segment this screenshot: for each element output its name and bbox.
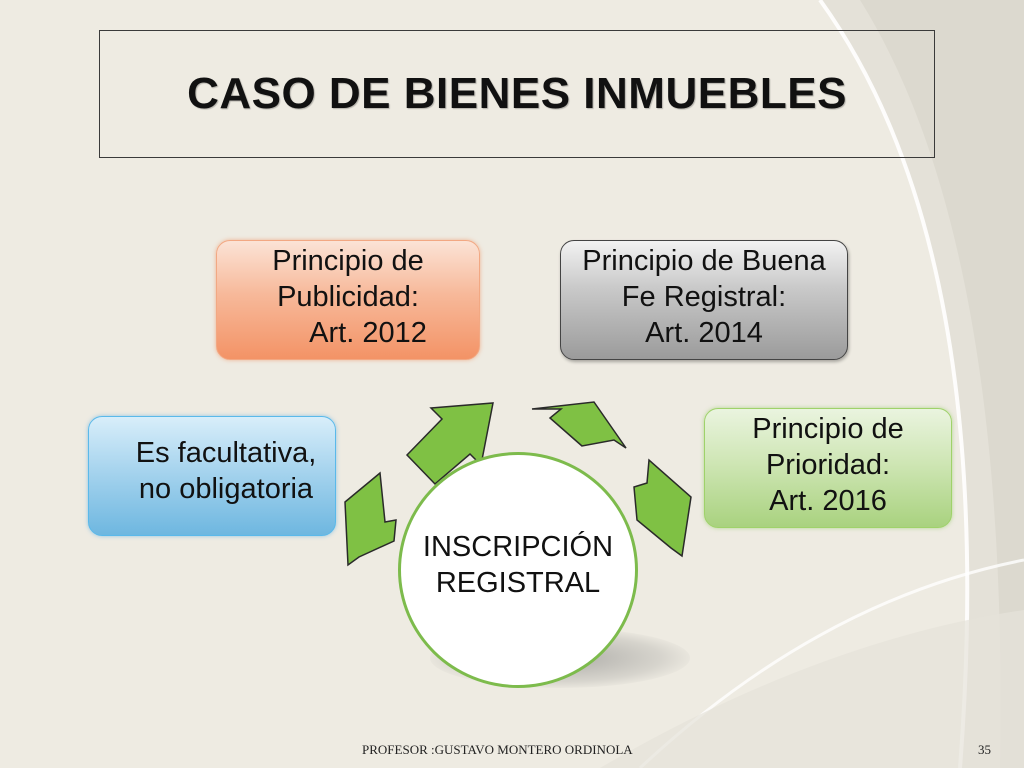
node-principio-publicidad <box>216 240 480 360</box>
node-principio-prioridad <box>704 408 952 528</box>
node-buena-fe-line-3: Art. 2014 <box>645 317 763 349</box>
node-prioridad-line-1: Principio de <box>752 413 904 445</box>
footer-author: PROFESOR :GUSTAVO MONTERO ORDINOLA <box>362 742 633 757</box>
node-publicidad-line-3: Art. 2012 <box>309 317 427 349</box>
node-buena-fe-line-2: Fe Registral: <box>621 281 787 313</box>
center-inscripcion-registral <box>398 452 638 688</box>
slide-title: CASO DE BIENES INMUEBLES <box>187 69 847 118</box>
center-line-2: REGISTRAL <box>435 567 601 599</box>
node-facultativa-line-2: no obligatoria <box>138 473 314 505</box>
node-buena-fe-line-1: Principio de Buena <box>582 245 826 277</box>
page-number: 35 <box>978 742 991 757</box>
node-es-facultativa <box>88 416 336 536</box>
node-principio-buena-fe <box>560 240 848 360</box>
title-box <box>99 30 935 158</box>
node-prioridad-line-2: Prioridad: <box>765 449 891 481</box>
center-line-1: INSCRIPCIÓN <box>422 531 614 563</box>
node-publicidad-line-1: Principio de <box>272 245 424 277</box>
node-publicidad-line-2: Publicidad: <box>277 281 419 313</box>
node-prioridad-line-3: Art. 2016 <box>769 485 887 517</box>
node-facultativa-line-1: Es facultativa, <box>135 437 317 469</box>
